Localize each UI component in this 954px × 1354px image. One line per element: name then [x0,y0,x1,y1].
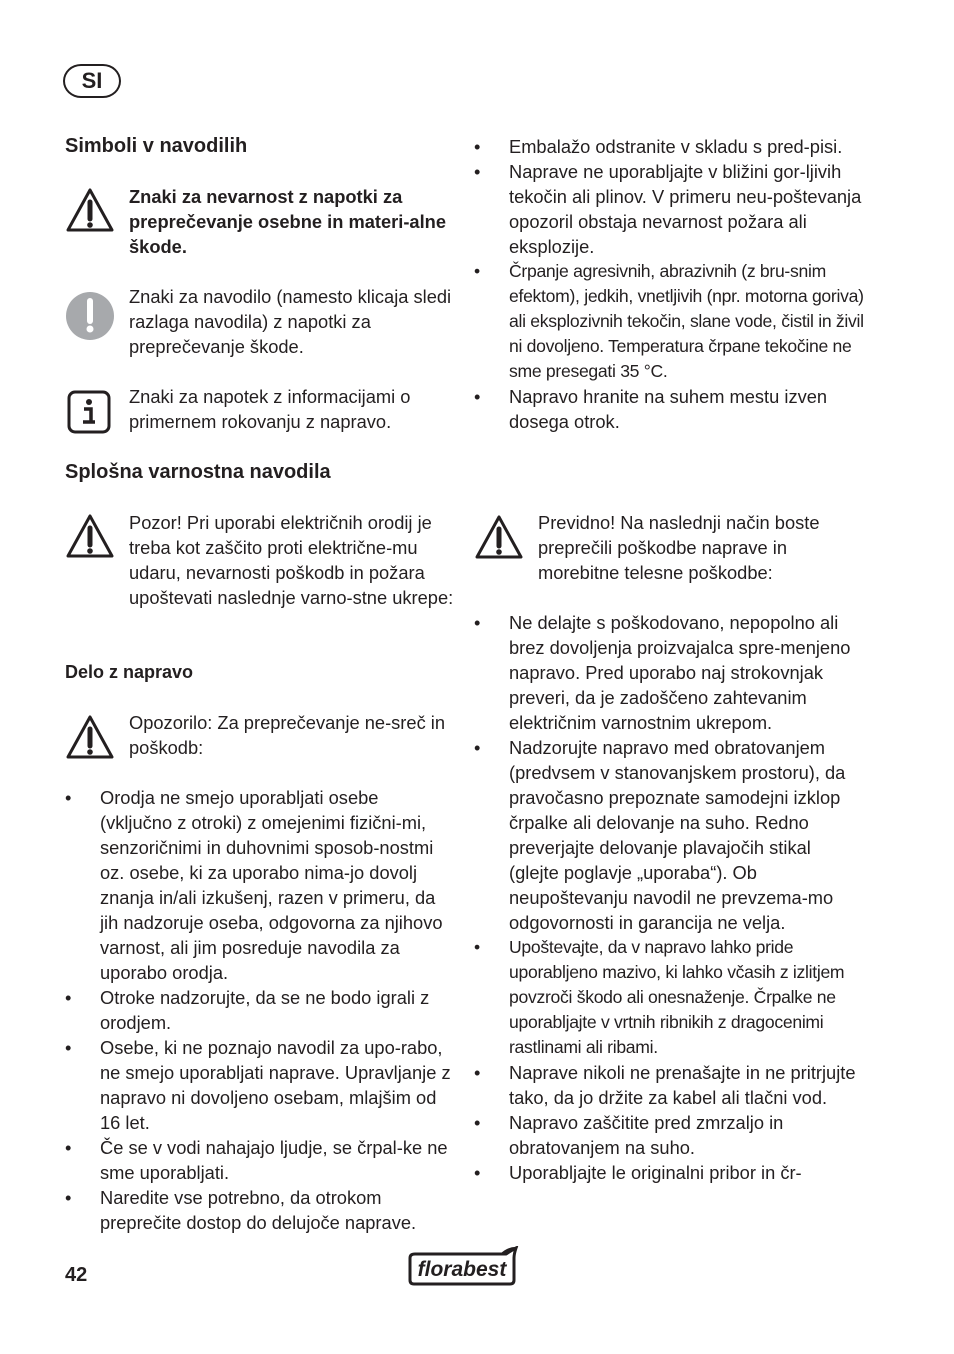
symbol-info-description: Znaki za napotek z informacijami o primernem rokovanju z napravo. [129,386,411,432]
left-bullet-list [65,785,455,1235]
heading-symbols: Simboli v navodilih [65,135,248,157]
language-badge: SI [63,64,121,98]
page-number: 42 [65,1264,88,1286]
florabest-logo [406,1246,520,1288]
list-item: • Napravo zaščitite pred zmrzaljo in obratovanjem na suho. [474,1110,864,1160]
info-icon [67,390,111,434]
heading-general-safety: Splošna varnostna navodila [65,461,331,483]
list-item: • Naprave nikoli ne prenašajte in ne pritrjujte tako, da jo držite za kabel ali tlačni vod. [474,1060,864,1110]
list-item: • Otroke nadzorujte, da se ne bodo igrali z orodjem. [65,985,455,1035]
heading-work-with-device: Delo z napravo [65,662,194,682]
list-item: • Nadzorujte napravo med obratovanjem (predvsem v stanovanjskem prostoru), da pravočasno prepoznate samodejni izklop črpalke ali delovanje na suho. Redno preverjajte delovanje plavajočih stikal (glejte poglavje „uporaba“). Ob neupoštevanju navodil ne prevzema-mo odgovornosti in garancija ne velja. [474,735,864,935]
exclamation-circle-icon [65,291,115,341]
warning-triangle-icon [65,512,115,560]
warning-triangle-icon [65,186,115,234]
warning-triangle-icon [474,513,524,561]
list-item: • Ne delajte s poškodovano, nepopolno ali brez dovoljenja proizvajalca spre-menjeno napravo. Pred uporabo naj strokovnjak preveri, da je zadoščeno zahtevanim električnim varnostnim ukrepom. [474,610,864,735]
work-warning-text: Opozorilo: Za preprečevanje ne-sreč in poškodb: [129,712,446,758]
right-bullet-list-bottom [474,610,864,1185]
warning-triangle-icon [65,713,115,761]
symbol-warning-description: Znaki za nevarnost z napotki za preprečevanje osebne in materi-alne škode. [129,186,447,257]
caution-text: Previdno! Na naslednji način boste preprečili poškodbe naprave in morebitne telesne poškodbe: [538,512,820,583]
list-item: • Črpanje agresivnih, abrazivnih (z bru-snim efektom), jedkih, vnetljivih (npr. motorna goriva) ali eksplozivnih tekočin, slane vode, čistil in živil ni dovoljeno. Temperatura črpane tekočine ne sme presegati 35 °C. [474,259,864,384]
list-item: • Naprave ne uporabljajte v bližini gor-ljivih tekočin ali plinov. V primeru neu-poštevanja opozoril obstaja nevarnost požara ali eksplozije. [474,159,864,259]
right-bullet-list-top [474,134,864,434]
list-item: • Embalažo odstranite v skladu s pred-pisi. [474,134,864,159]
list-item: • Naredite vse potrebno, da otrokom preprečite dostop do delujoče naprave. [65,1185,455,1235]
symbol-instruction-description: Znaki za navodilo (namesto klicaja sledi razlaga navodila) z napotki za preprečevanje škode. [129,286,452,357]
list-item: • Osebe, ki ne poznajo navodil za upo-rabo, ne smejo uporabljati naprave. Upravljanje z napravo ni dovoljeno osebam, mlajšim od 16 let. [65,1035,455,1135]
list-item: • Uporabljajte le originalni pribor in čr- [474,1160,864,1185]
list-item: • Orodja ne smejo uporabljati osebe (vključno z otroki) z omejenimi fizični-mi, senzoričnimi in duhovnimi sposob-nostmi oz. osebe, ki za uporabo nima-jo dovolj znanja in/ali izkušenj, razen v primeru, da jih nadzoruje oseba, odgovorna za njihovo varnost, ali jim posreduje navodila za uporabo orodja. [65,785,455,985]
safety-warning-text: Pozor! Pri uporabi električnih orodij je treba kot zaščito proti električne-mu udaru, nevarnosti poškodb in požara upoštevati naslednje varno-stne ukrepe: [129,512,454,608]
logo-text: florabest [417,1258,507,1281]
list-item: • Upoštevajte, da v napravo lahko pride uporabljeno mazivo, ki lahko včasih z izlitjem povzroči škodo ali onesnaženje. Črpalke ne uporabljajte v vrtnih ribnikih z dragocenimi rastlinami ali ribami. [474,935,864,1060]
list-item: • Če se v vodi nahajajo ljudje, se črpal-ke ne sme uporabljati. [65,1135,455,1185]
list-item: • Napravo hranite na suhem mestu izven dosega otrok. [474,384,864,434]
